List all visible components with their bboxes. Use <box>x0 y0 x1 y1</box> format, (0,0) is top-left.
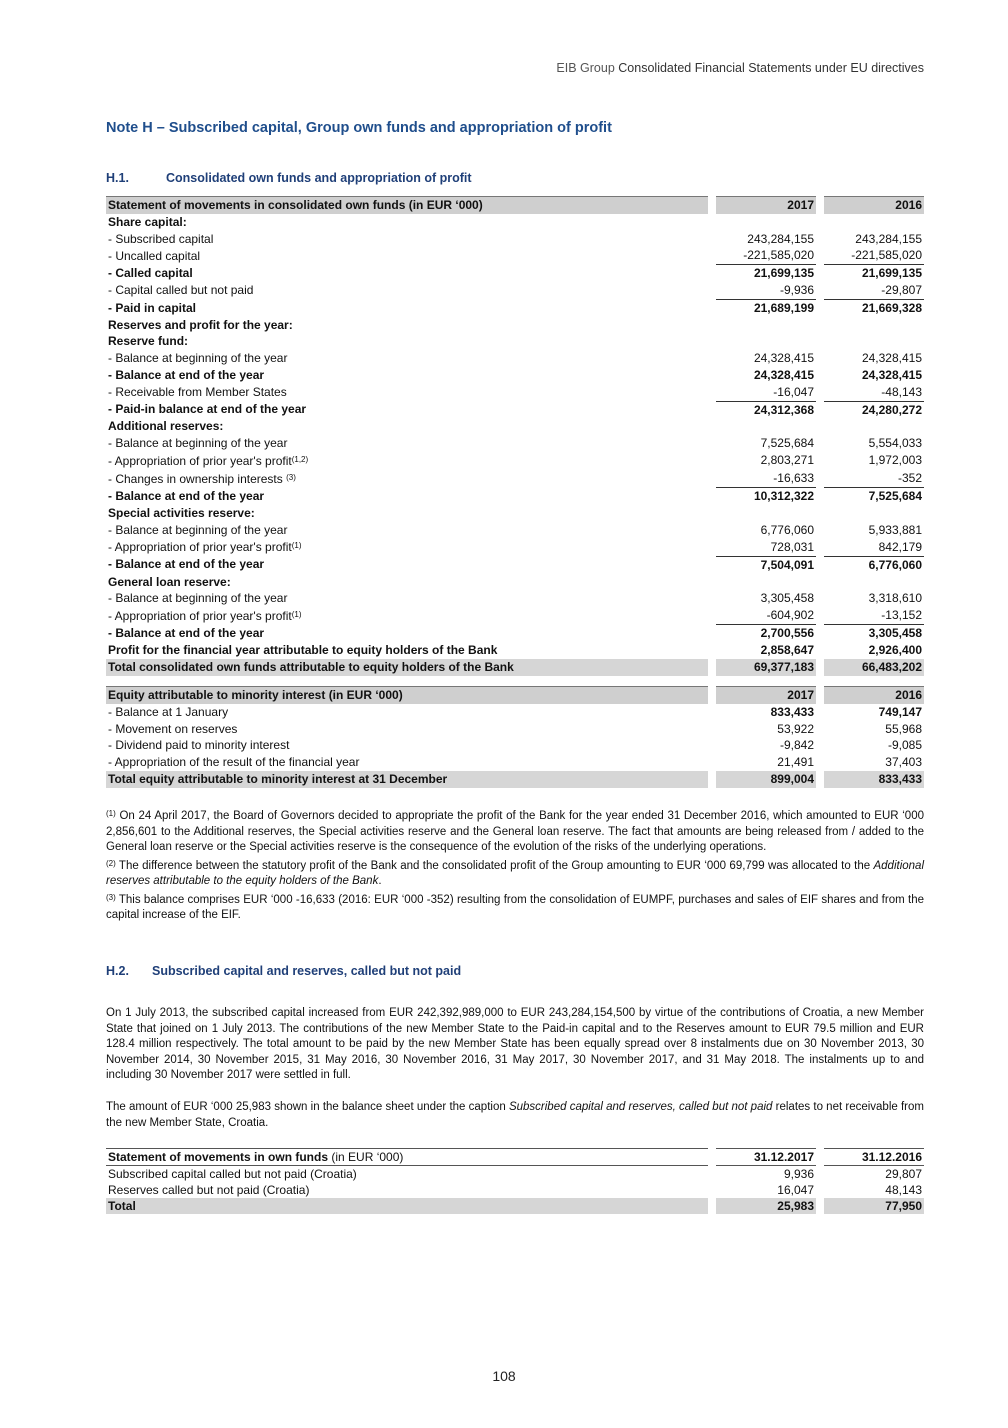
table-row <box>106 607 924 625</box>
table-row <box>106 231 924 248</box>
value-2017 <box>716 505 816 522</box>
value-2016: 3,318,610 <box>868 591 922 606</box>
value-2016: 3,305,458 <box>868 626 922 641</box>
value-2016: 48,143 <box>885 1183 922 1197</box>
row-label: Reserve fund: <box>108 334 189 349</box>
row-label: - Balance at end of the year <box>108 488 265 503</box>
total-row <box>106 771 924 788</box>
table-row <box>106 1182 924 1198</box>
minority-interest-table <box>106 686 924 788</box>
row-label: - Dividend paid to minority interest <box>108 738 290 753</box>
table-row <box>106 367 924 384</box>
value-2016: 5,933,881 <box>868 522 922 537</box>
column-header-2017: 2017 <box>716 197 816 214</box>
value-2017: 3,305,458 <box>760 591 814 606</box>
value-2016: 37,403 <box>885 755 922 770</box>
table-row <box>106 721 924 738</box>
body-paragraph-2: The amount of EUR ‘000 25,983 shown in the balance sheet under the caption Subscribed capital and reserves, called but not paid relates to net receivable from the new Member State, Croatia. <box>106 1101 924 1129</box>
table-row <box>106 247 924 264</box>
value-2017: 2,858,647 <box>760 643 814 658</box>
row-label: Reserves and profit for the year: <box>108 317 293 332</box>
column-header-2016: 31.12.2016 <box>824 1149 924 1166</box>
table-row <box>106 265 924 282</box>
value-2017: 2,700,556 <box>760 626 814 641</box>
row-label: - Balance at end of the year <box>108 557 265 572</box>
own-funds-called-table <box>106 1148 924 1214</box>
value-2017: 16,047 <box>777 1183 814 1197</box>
total-row <box>106 1198 924 1214</box>
row-label: Special activities reserve: <box>108 505 255 520</box>
row-label: - Balance at end of the year <box>108 367 265 382</box>
table-row <box>106 333 924 350</box>
value-2016: 55,968 <box>885 721 922 736</box>
value-2017: 243,284,155 <box>747 231 814 246</box>
value-2016 <box>824 574 924 591</box>
value-2017: 7,525,684 <box>760 436 814 451</box>
row-label: - Appropriation of prior year's profit$^{(1)}$ <box>108 540 302 555</box>
footnote-1: $^{(1)}$ On 24 April 2017, the Board of Governors decided to appropriate the profit of the Bank for the year ended 31 December 2016, which amounted to EUR ‘000 2,856,601 to the Additional reserves, the Special activities reserve and the General loan reserve. The fact that amounts are being released from / added to the General loan reserve or the Special activities reserve is the consequence of the evolution of the risks of the underlying operations. <box>106 809 924 853</box>
value-2016: 24,328,415 <box>861 351 922 366</box>
section-title: Subscribed capital and reserves, called but not paid <box>152 964 462 978</box>
table-row <box>106 737 924 754</box>
table-row <box>106 642 924 659</box>
row-label: - Uncalled capital <box>108 248 201 263</box>
value-2016: -352 <box>824 470 924 488</box>
total-label: Total <box>106 1198 708 1214</box>
value-2017: 53,922 <box>777 721 814 736</box>
table-row <box>106 1166 924 1183</box>
value-2017: 21,491 <box>777 755 814 770</box>
row-label: - Balance at 1 January <box>108 704 229 719</box>
column-header-2016: 2016 <box>824 687 924 704</box>
column-header-2017: 31.12.2017 <box>716 1149 816 1166</box>
table-row <box>106 556 924 573</box>
table-row <box>106 384 924 401</box>
total-value-2017: 25,983 <box>716 1198 816 1214</box>
value-2017: 21,699,135 <box>753 266 814 281</box>
page-header <box>556 61 924 75</box>
note-title: Note H – Subscribed capital, Group own funds and appropriation of profit <box>106 120 612 136</box>
table-row <box>106 488 924 505</box>
column-header: Statement of movements in own funds (in EUR ‘000) <box>106 1149 708 1166</box>
table-header-row <box>106 687 924 704</box>
column-header: Equity attributable to minority interest (in EUR ‘000) <box>106 687 708 704</box>
footnote-2: $^{(2)}$ The difference between the statutory profit of the Bank and the consolidated profit of the Group amounting to EUR ‘000 69,799 was allocated to the Additional reserves attributable to the equity holders of the Bank. <box>106 858 924 887</box>
row-label: - Balance at beginning of the year <box>108 591 288 606</box>
value-2016: -48,143 <box>824 384 924 401</box>
row-label: - Balance at beginning of the year <box>108 436 288 451</box>
value-2017: 833,433 <box>770 704 814 719</box>
table-row <box>106 317 924 334</box>
value-2017: 7,504,091 <box>760 557 814 572</box>
footnote-3: $^{(3)}$ This balance comprises EUR ‘000 -16,633 (2016: EUR ‘000 -352) resulting from the consolidation of EUMPF, purchases and sales of EIF shares and from the capital increase of the EIF. <box>106 892 924 921</box>
row-label: - Paid in capital <box>108 300 197 315</box>
value-2016 <box>824 317 924 334</box>
row-label: - Movement on reserves <box>108 721 238 736</box>
row-label: Share capital: <box>108 214 187 229</box>
own-funds-table <box>106 196 924 676</box>
column-header: Statement of movements in consolidated own funds (in EUR ‘000) <box>106 197 708 214</box>
section-heading-h1 <box>106 171 472 185</box>
section-number: H.2. <box>106 964 129 978</box>
row-label: Profit for the financial year attributable to equity holders of the Bank <box>108 643 498 658</box>
total-label: Total consolidated own funds attributable to equity holders of the Bank <box>106 659 708 676</box>
row-label: - Receivable from Member States <box>108 385 287 400</box>
table-row <box>106 350 924 367</box>
table-row <box>106 505 924 522</box>
row-label: Subscribed capital called but not paid (Croatia) <box>108 1167 357 1181</box>
section-title: Consolidated own funds and appropriation of profit <box>166 171 472 185</box>
row-label: - Appropriation of prior year's profit$^{(1,2)}$ <box>108 453 309 468</box>
value-2017: -16,633 <box>716 470 816 488</box>
value-2016: 21,669,328 <box>861 300 922 315</box>
row-label: Reserves called but not paid (Croatia) <box>108 1183 310 1197</box>
row-label: - Balance at beginning of the year <box>108 351 288 366</box>
row-label: - Capital called but not paid <box>108 283 254 298</box>
value-2017: -9,936 <box>716 282 816 299</box>
value-2016: 842,179 <box>824 538 924 556</box>
value-2017: 24,312,368 <box>753 402 814 417</box>
value-2016 <box>824 333 924 350</box>
row-label: - Appropriation of prior year's profit$^{(1)}$ <box>108 609 302 624</box>
body-paragraph-1: On 1 July 2013, the subscribed capital increased from EUR 242,392,989,000 to EUR 243,284,154,500 by virtue of the contributions of Croatia, a new Member State that joined on 1 July 2013. The contributions of the new Member State to the Paid-in capital and to the Reserves amount to EUR 79.5 million and EUR 128.4 million respectively. The total amount to be paid by the new Member State has been equally spread over 8 instalments due on 30 November 2013, 30 November 2014, 30 November 2015, 31 May 2016, 30 November 2016, 31 May 2017, 30 November 2017, and 31 May 2018. The instalments up to and including 30 November 2017 were settled in full. <box>106 1007 924 1081</box>
value-2016: 1,972,003 <box>868 453 922 468</box>
table-row <box>106 435 924 452</box>
total-value-2016: 833,433 <box>824 771 924 788</box>
total-label: Total equity attributable to minority interest at 31 December <box>106 771 708 788</box>
table-row <box>106 522 924 539</box>
footnotes <box>106 806 924 924</box>
section-heading-h2 <box>106 964 461 978</box>
value-2016: 24,328,415 <box>861 367 922 382</box>
value-2016: -221,585,020 <box>824 247 924 264</box>
row-label: - Subscribed capital <box>108 231 214 246</box>
value-2016: 2,926,400 <box>868 643 922 658</box>
total-row <box>106 659 924 676</box>
header-prefix: EIB Group <box>556 61 615 75</box>
total-value-2016: 66,483,202 <box>824 659 924 676</box>
row-label: Additional reserves: <box>108 419 224 434</box>
row-label: - Paid-in balance at end of the year <box>108 402 307 417</box>
value-2016: 29,807 <box>885 1167 922 1181</box>
value-2017 <box>716 214 816 231</box>
value-2016: 24,280,272 <box>861 402 922 417</box>
table-row <box>106 590 924 607</box>
value-2017 <box>716 333 816 350</box>
row-label: - Appropriation of the result of the financial year <box>108 755 360 770</box>
value-2017: 6,776,060 <box>760 522 814 537</box>
header-title: Consolidated Financial Statements under EU directives <box>618 61 924 75</box>
value-2016 <box>824 214 924 231</box>
value-2016: 749,147 <box>878 704 922 719</box>
value-2017 <box>716 574 816 591</box>
value-2017: -16,047 <box>716 384 816 401</box>
value-2017: 21,689,199 <box>753 300 814 315</box>
table-row <box>106 538 924 556</box>
row-label: - Changes in ownership interests $^{(3)}$ <box>108 471 296 486</box>
table-row <box>106 401 924 418</box>
value-2017: 24,328,415 <box>753 351 814 366</box>
value-2016: 7,525,684 <box>868 489 922 504</box>
value-2016: 243,284,155 <box>855 231 922 246</box>
value-2017: -604,902 <box>716 607 816 625</box>
value-2017: 10,312,322 <box>753 489 814 504</box>
value-2017: -221,585,020 <box>716 247 816 264</box>
total-value-2016: 77,950 <box>824 1198 924 1214</box>
value-2017: -9,842 <box>779 738 814 753</box>
table-row <box>106 214 924 231</box>
table-row <box>106 754 924 771</box>
row-label: - Called capital <box>108 265 193 280</box>
row-label: - Balance at beginning of the year <box>108 522 288 537</box>
value-2017: 9,936 <box>783 1167 814 1181</box>
table-row <box>106 704 924 721</box>
value-2016 <box>824 505 924 522</box>
value-2017: 728,031 <box>716 538 816 556</box>
table-row <box>106 418 924 435</box>
table-row <box>106 282 924 299</box>
row-label: General loan reserve: <box>108 574 231 589</box>
value-2017 <box>716 418 816 435</box>
column-header-2017: 2017 <box>716 687 816 704</box>
value-2016: 5,554,033 <box>868 436 922 451</box>
value-2016 <box>824 418 924 435</box>
total-value-2017: 69,377,183 <box>716 659 816 676</box>
value-2017 <box>716 317 816 334</box>
table-row <box>106 625 924 642</box>
total-value-2017: 899,004 <box>716 771 816 788</box>
value-2016: -29,807 <box>824 282 924 299</box>
value-2017: 2,803,271 <box>760 453 814 468</box>
table-row <box>106 299 924 316</box>
section-number: H.1. <box>106 171 129 185</box>
value-2016: 6,776,060 <box>868 557 922 572</box>
table-header-row <box>106 197 924 214</box>
table-row <box>106 574 924 591</box>
table-header-row <box>106 1149 924 1166</box>
value-2016: -9,085 <box>887 738 922 753</box>
page-number: 108 <box>492 1368 516 1384</box>
column-header-2016: 2016 <box>824 197 924 214</box>
value-2016: 21,699,135 <box>861 266 922 281</box>
table-row <box>106 452 924 470</box>
value-2016: -13,152 <box>824 607 924 625</box>
table-row <box>106 470 924 488</box>
value-2017: 24,328,415 <box>753 367 814 382</box>
row-label: - Balance at end of the year <box>108 626 265 641</box>
